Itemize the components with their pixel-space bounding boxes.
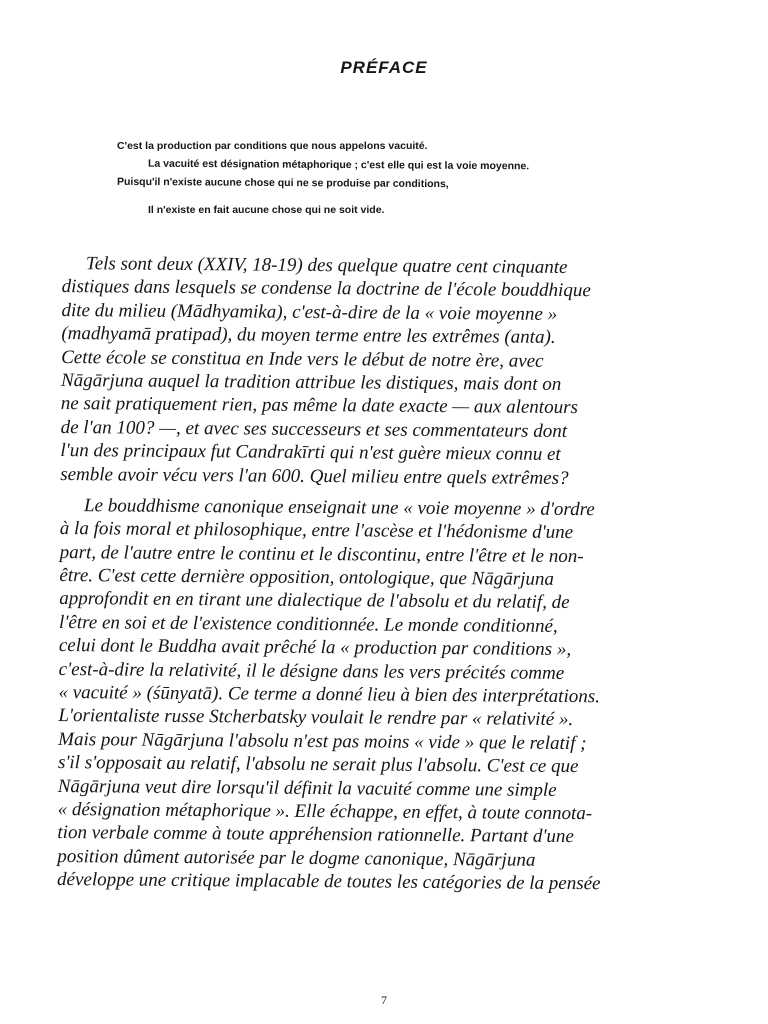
- text-line: être. C'est cette dernière opposition, ontologique, que Nāgārjuna: [59, 565, 555, 590]
- text-line: l'un des principaux fut Candrakīrti qui n'est guère mieux connu et: [60, 440, 561, 466]
- text-line: celui dont le Buddha avait prêché la « production par conditions »,: [58, 635, 572, 661]
- text-line: de l'an 100? —, et avec ses successeurs et ses commentateurs dont: [60, 416, 568, 442]
- text-line: c'est-à-dire la relativité, il le désigne dans les vers précités comme: [58, 658, 565, 684]
- text-line: dite du milieu (Mādhyamika), c'est-à-dire de la « voie moyenne »: [61, 299, 558, 325]
- epigraph-line: La vacuité est désignation métaphorique ; c'est elle qui est la voie moyenne.: [147, 157, 530, 173]
- text-line: l'être en soi et de l'existence conditionnée. Le monde conditionné,: [59, 611, 558, 637]
- text-line: part, de l'autre entre le continu et le discontinu, entre l'être et le non-: [59, 541, 584, 567]
- text-line: semble avoir vécu vers l'an 600. Quel milieu entre quels extrêmes?: [60, 463, 569, 489]
- text-line: distiques dans lesquels se condense la doctrine de l'école bouddhique: [61, 276, 591, 302]
- text-line: Nāgārjuna veut dire lorsqu'il définit la vacuité comme une simple: [57, 775, 557, 801]
- paragraph-2: [57, 494, 712, 897]
- text-line: « vacuité » (śūnyatā). Ce terme a donné lieu à bien des interprétations.: [58, 682, 600, 708]
- paragraph-1: [60, 252, 714, 491]
- text-line: approfondit en en tirant une dialectique de l'absolu et du relatif, de: [59, 588, 570, 614]
- text-line: s'il s'opposait au relatif, l'absolu ne serait plus l'absolu. C'est ce que: [57, 752, 579, 778]
- text-line: Cette école se constitua en Inde vers le début de notre ère, avec: [61, 346, 544, 372]
- epigraph-line: Il n'existe en fait aucune chose qui ne soit vide.: [148, 204, 385, 216]
- body-text: [57, 252, 714, 897]
- text-line: (madhyamā pratipad), du moyen terme entre les extrêmes (anta).: [61, 323, 556, 349]
- text-line: L'orientaliste russe Stcherbatsky voulait le rendre par « relativité ».: [58, 705, 574, 731]
- text-line: Nāgārjuna auquel la tradition attribue les distiques, mais dont on: [60, 369, 562, 395]
- text-line: à la fois moral et philosophique, entre l'ascèse et l'hédonisme d'une: [59, 518, 574, 544]
- epigraph-line: C'est la production par conditions que nous appelons vacuité.: [117, 140, 428, 152]
- text-line: Mais pour Nāgārjuna l'absolu n'est pas moins « vide » que le relatif ;: [58, 728, 587, 754]
- page-number: 7: [381, 993, 387, 1007]
- text-line: ne sait pratiquement rien, pas même la date exacte — aux alentours: [60, 393, 578, 419]
- text-line: Tels sont deux (XXIV, 18-19) des quelque quatre cent cinquante: [85, 253, 568, 278]
- text-line: « désignation métaphorique ». Elle échappe, en effet, à toute connota-: [57, 798, 593, 825]
- epigraph-line: Puisqu'il n'existe aucune chose qui ne se produise par conditions,: [116, 175, 449, 191]
- page-title: PRÉFACE: [340, 58, 428, 77]
- text-line: développe une critique implacable de toutes les catégories de la pensée: [56, 869, 601, 895]
- text-line: tion verbale comme à toute appréhension rationnelle. Partant d'une: [57, 822, 574, 848]
- text-line: position dûment autorisée par le dogme canonique, Nāgārjuna: [57, 845, 536, 871]
- text-line: Le bouddhisme canonique enseignait une « voie moyenne » d'ordre: [83, 495, 595, 521]
